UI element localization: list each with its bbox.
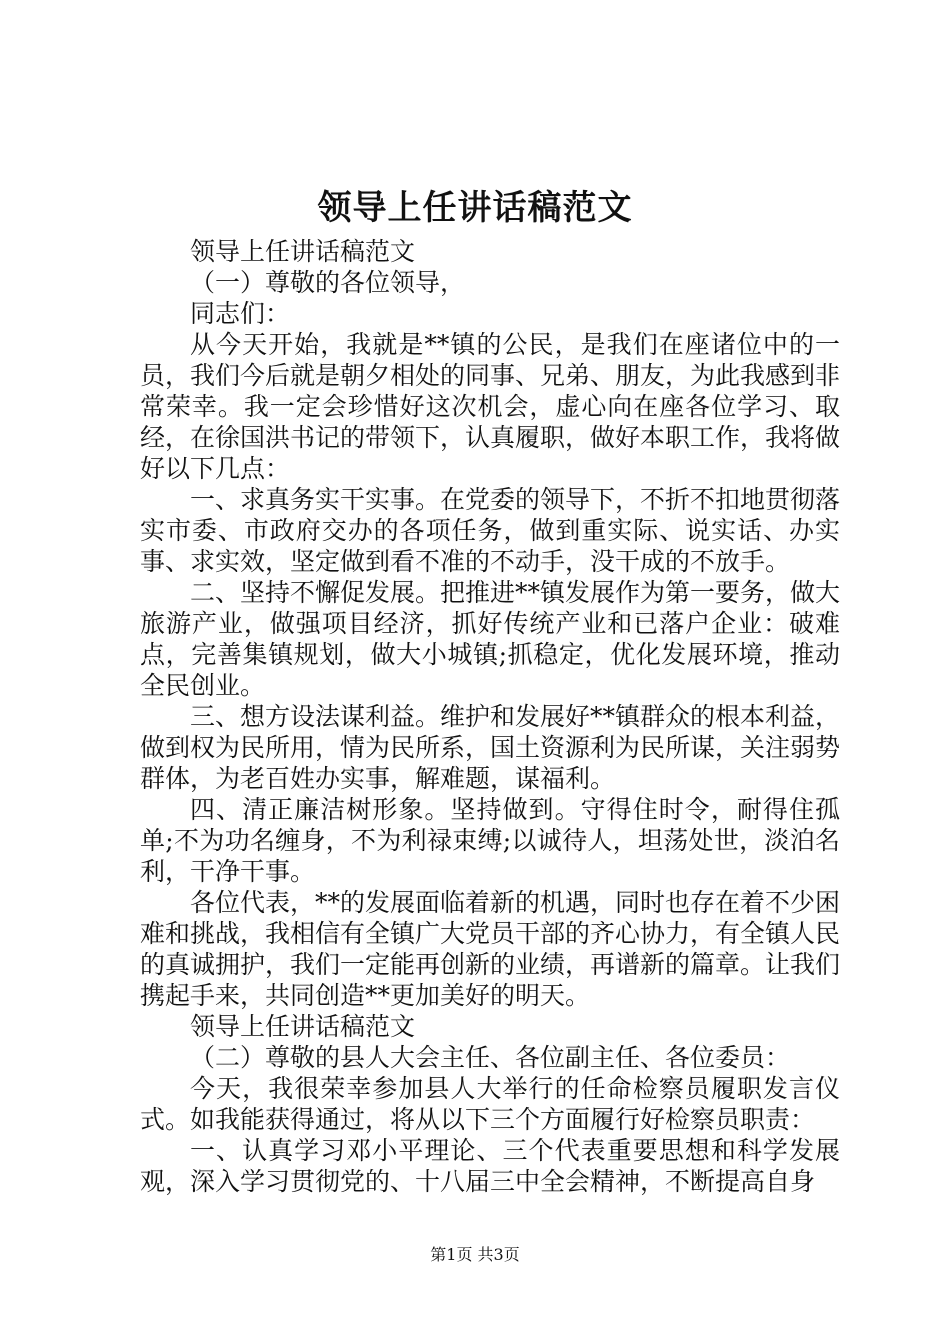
- paragraph: （一）尊敬的各位领导，: [190, 268, 466, 297]
- document-title: 领导上任讲话稿范文: [317, 188, 633, 228]
- document-body: [140, 236, 840, 1197]
- paragraph: 各位代表，**的发展面临着新的机遇，同时也存在着不少困难和挑战，我相信有全镇广大党员干部的齐心协力，有全镇人民的真诚拥护，我们一定能再创新的业绩，再谱新的篇章。让我们携起手来，共同创造**更加美好的明天。: [140, 888, 841, 1010]
- paragraph: 同志们：: [190, 299, 291, 328]
- paragraph: 今天，我很荣幸参加县人大举行的任命检察员履职发言仪式。如我能获得通过，将从以下三个方面履行好检察员职责：: [140, 1074, 840, 1134]
- paragraph: （二）尊敬的县人大会主任、各位副主任、各位委员：: [190, 1043, 791, 1072]
- paragraph: 三、想方设法谋利益。维护和发展好**镇群众的根本利益，做到权为民所用，情为民所系，国土资源利为民所谋，关注弱势群体，为老百姓办实事，解难题，谋福利。: [140, 702, 841, 793]
- paragraph: 一、求真务实干实事。在党委的领导下，不折不扣地贯彻落实市委、市政府交办的各项任务，做到重实际、说实话、办实事、求实效，坚定做到看不准的不动手，没干成的不放手。: [140, 485, 841, 576]
- paragraph: 二、坚持不懈促发展。把推进**镇发展作为第一要务，做大旅游产业，做强项目经济，抓好传统产业和已落户企业：破难点，完善集镇规划，做大小城镇;抓稳定，优化发展环境，推动全民创业。: [140, 578, 841, 700]
- page-footer: 第1页 共3页: [430, 1245, 520, 1264]
- paragraph: 一、认真学习邓小平理论、三个代表重要思想和科学发展观，深入学习贯彻党的、十八届三中全会精神，不断提高自身: [140, 1136, 840, 1196]
- paragraph: 四、清正廉洁树形象。坚持做到。守得住时令，耐得住孤单;不为功名缠身，不为利禄束缚;以诚待人，坦荡处世，淡泊名利，干净干事。: [140, 795, 840, 886]
- paragraph: 从今天开始，我就是**镇的公民，是我们在座诸位中的一员，我们今后就是朝夕相处的同事、兄弟、朋友，为此我感到非常荣幸。我一定会珍惜好这次机会，虚心向在座各位学习、取经，在徐国洪书记的带领下，认真履职，做好本职工作，我将做好以下几点：: [140, 330, 841, 483]
- paragraph: 领导上任讲话稿范文: [190, 237, 416, 266]
- paragraph: 领导上任讲话稿范文: [190, 1012, 416, 1041]
